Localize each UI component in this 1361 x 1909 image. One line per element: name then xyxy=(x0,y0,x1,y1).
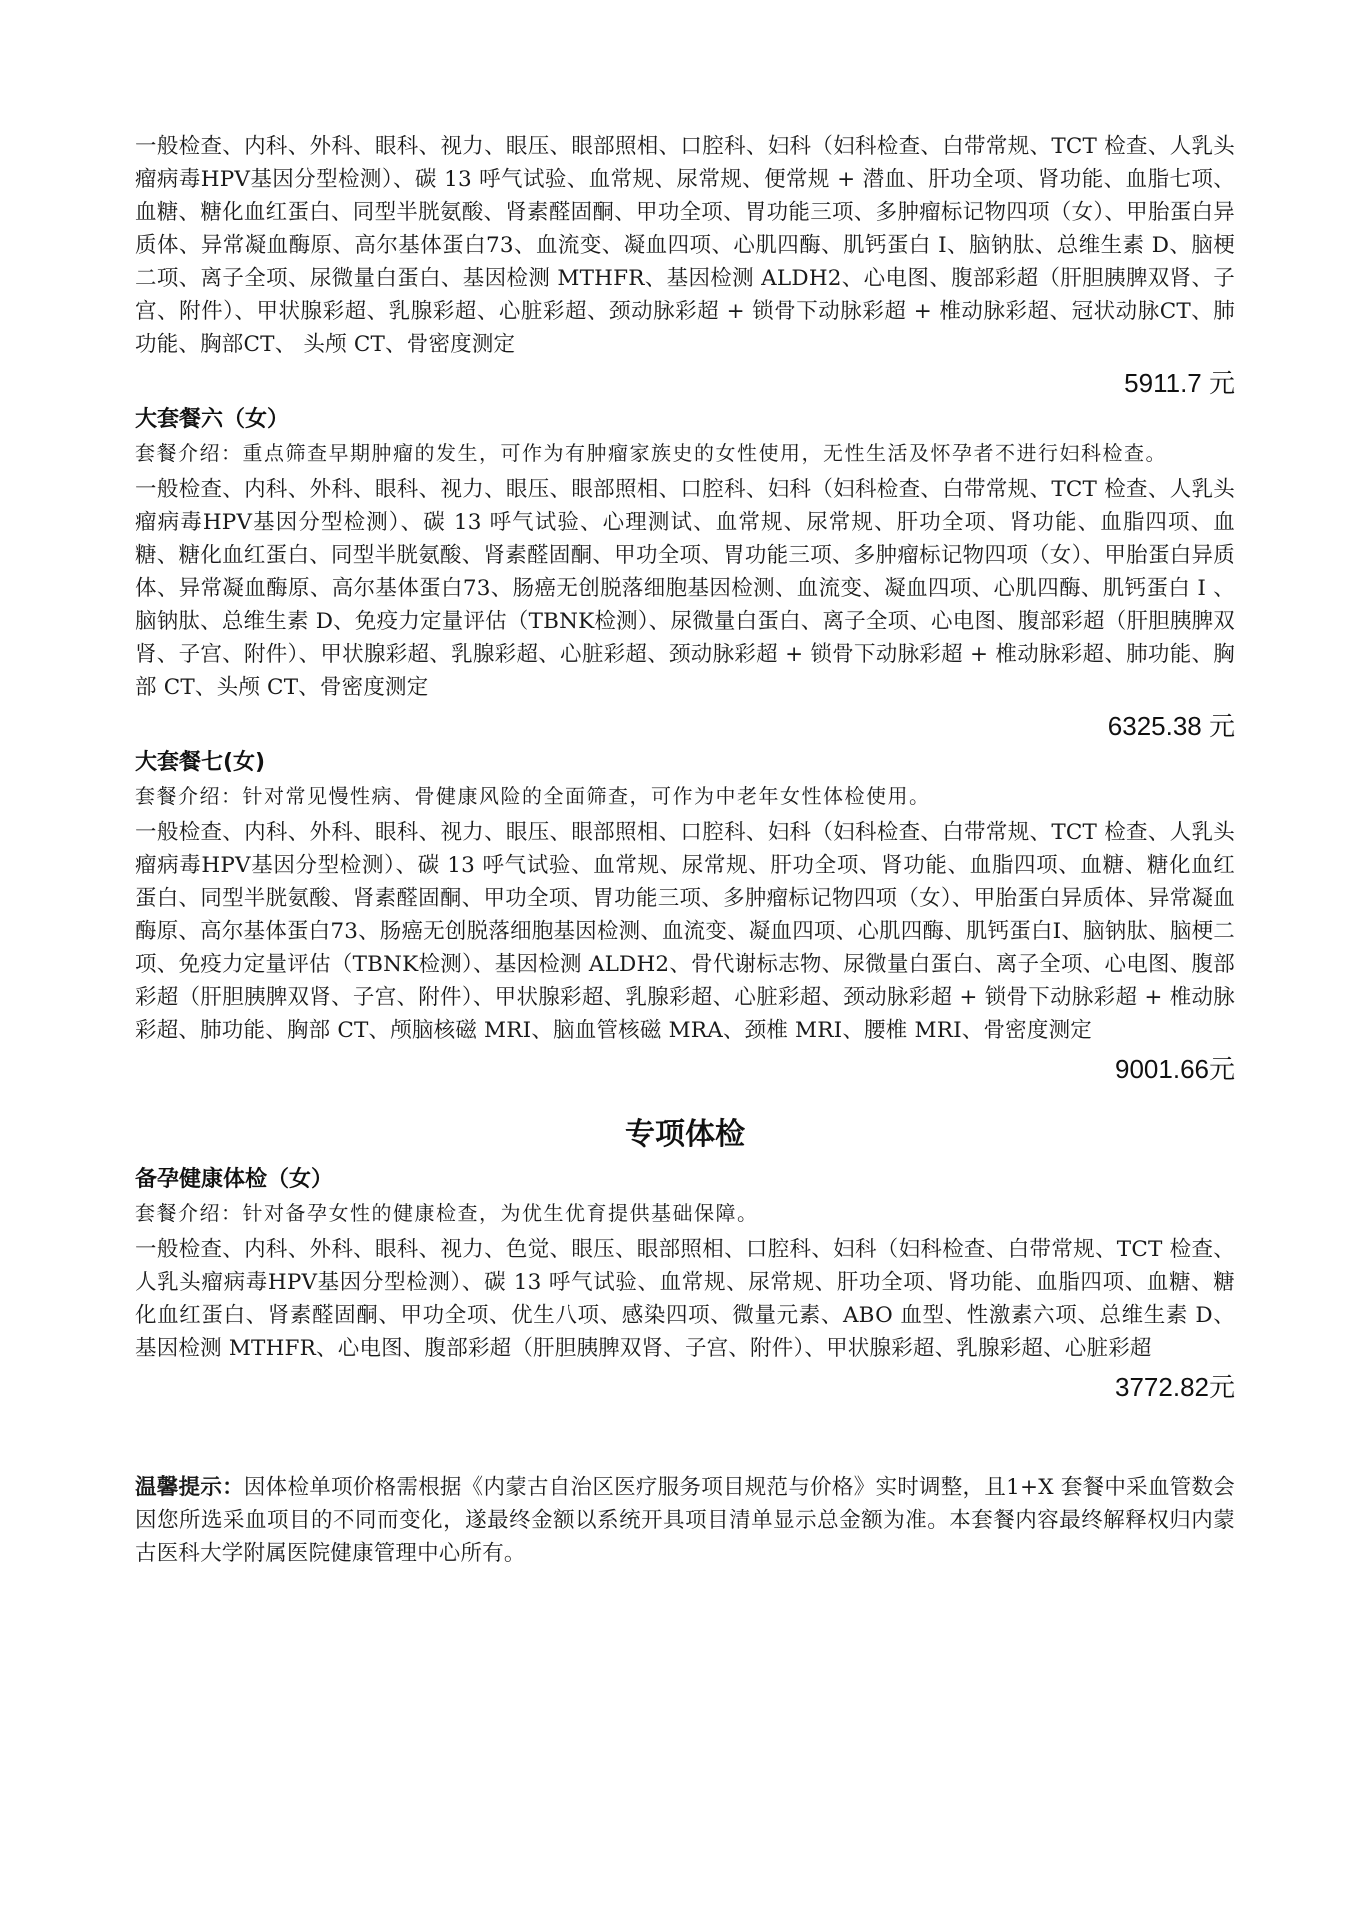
package-intro: 套餐介绍：重点筛查早期肿瘤的发生，可作为有肿瘤家族史的女性使用，无性生活及怀孕者不进行妇科检查。 xyxy=(135,441,1167,465)
document-content xyxy=(135,130,1235,1570)
package-intro: 套餐介绍：针对常见慢性病、骨健康风险的全面筛查，可作为中老年女性体检使用。 xyxy=(135,784,931,808)
package-items-text: 一般检查、内科、外科、眼科、视力、眼压、眼部照相、口腔科、妇科（妇科检查、白带常规、TCT 检查、人乳头瘤病毒HPV基因分型检测）、碳 13 呼气试验、血常规、尿常规、便常规 + 潜血、肝功全项、肾功能、血脂七项、血糖、糖化血红蛋白、同型半胱氨酸、肾素醛固酮、甲功全项、胃功能三项、多肿瘤标记物四项（女）、甲胎蛋白异质体、异常凝血酶原、高尔基体蛋白73、血流变、凝血四项、心肌四酶、肌钙蛋白 I、脑钠肽、总维生素 D、脑梗二项、离子全项、尿微量白蛋白、基因检测 MTHFR、基因检测 ALDH2、心电图、腹部彩超（肝胆胰脾双肾、子宫、附件）、甲状腺彩超、乳腺彩超、心脏彩超、颈动脉彩超 + 锁骨下动脉彩超 + 椎动脉彩超、冠状动脉CT、肺功能、胸部CT、 头颅 CT、骨密度测定 xyxy=(135,134,1235,357)
package-price: 6325.38 元 xyxy=(1107,711,1235,741)
package-title: 大套餐六（女） xyxy=(135,407,290,432)
notice-text: 因体检单项价格需根据《内蒙古自治区医疗服务项目规范与价格》实时调整，且1+X 套餐中采血管数会因您所选采血项目的不同而变化，遂最终金额以系统开具项目清单显示总金额为准。本套餐内容最终解释权归内蒙古医科大学附属医院健康管理中心所有。 xyxy=(135,1475,1235,1566)
package-items-text: 一般检查、内科、外科、眼科、视力、眼压、眼部照相、口腔科、妇科（妇科检查、白带常规、TCT 检查、人乳头瘤病毒HPV基因分型检测）、碳 13 呼气试验、心理测试、血常规、尿常规、肝功全项、肾功能、血脂四项、血糖、糖化血红蛋白、同型半胱氨酸、肾素醛固酮、甲功全项、胃功能三项、多肿瘤标记物四项（女）、甲胎蛋白异质体、异常凝血酶原、高尔基体蛋白73、肠癌无创脱落细胞基因检测、血流变、凝血四项、心肌四酶、肌钙蛋白 I 、脑钠肽、总维生素 D、免疫力定量评估（TBNK检测）、尿微量白蛋白、离子全项、心电图、腹部彩超（肝胆胰脾双肾、子宫、附件）、甲状腺彩超、乳腺彩超、心脏彩超、颈动脉彩超 + 锁骨下动脉彩超 + 椎动脉彩超、肺功能、胸部 CT、头颅 CT、骨密度测定 xyxy=(135,477,1235,700)
package-title: 备孕健康体检（女） xyxy=(135,1167,334,1192)
package-intro: 套餐介绍：针对备孕女性的健康检查，为优生优育提供基础保障。 xyxy=(135,1201,759,1225)
section-heading: 专项体检 xyxy=(625,1117,745,1152)
package-7-block xyxy=(135,746,1235,1087)
package-price: 5911.7 元 xyxy=(1124,368,1235,398)
package-price: 9001.66元 xyxy=(1115,1054,1235,1084)
package-items-text: 一般检查、内科、外科、眼科、视力、眼压、眼部照相、口腔科、妇科（妇科检查、白带常规、TCT 检查、人乳头瘤病毒HPV基因分型检测）、碳 13 呼气试验、血常规、尿常规、肝功全项、肾功能、血脂四项、血糖、糖化血红蛋白、同型半胱氨酸、肾素醛固酮、甲功全项、胃功能三项、多肿瘤标记物四项（女）、甲胎蛋白异质体、异常凝血酶原、高尔基体蛋白73、肠癌无创脱落细胞基因检测、血流变、凝血四项、心肌四酶、肌钙蛋白I、脑钠肽、脑梗二项、免疫力定量评估（TBNK检测）、基因检测 ALDH2、骨代谢标志物、尿微量白蛋白、离子全项、心电图、腹部彩超（肝胆胰脾双肾、子宫、附件）、甲状腺彩超、乳腺彩超、心脏彩超、颈动脉彩超 + 锁骨下动脉彩超 + 椎动脉彩超、肺功能、胸部 CT、颅脑核磁 MRI、脑血管核磁 MRA、颈椎 MRI、腰椎 MRI、骨密度测定 xyxy=(135,820,1235,1043)
package-price: 3772.82元 xyxy=(1115,1372,1235,1402)
package-title: 大套餐七(女) xyxy=(135,750,266,775)
prepregnancy-package-block xyxy=(135,1163,1235,1405)
package-5-block xyxy=(135,130,1235,401)
package-items-text: 一般检查、内科、外科、眼科、视力、色觉、眼压、眼部照相、口腔科、妇科（妇科检查、白带常规、TCT 检查、人乳头瘤病毒HPV基因分型检测）、碳 13 呼气试验、血常规、尿常规、肝功全项、肾功能、血脂四项、血糖、糖化血红蛋白、肾素醛固酮、甲功全项、优生八项、感染四项、微量元素、ABO 血型、性激素六项、总维生素 D、基因检测 MTHFR、心电图、腹部彩超（肝胆胰脾双肾、子宫、附件）、甲状腺彩超、乳腺彩超、心脏彩超 xyxy=(135,1237,1235,1361)
notice-label: 温馨提示： xyxy=(135,1475,244,1500)
notice-paragraph xyxy=(135,1471,1235,1570)
package-6-block xyxy=(135,403,1235,744)
